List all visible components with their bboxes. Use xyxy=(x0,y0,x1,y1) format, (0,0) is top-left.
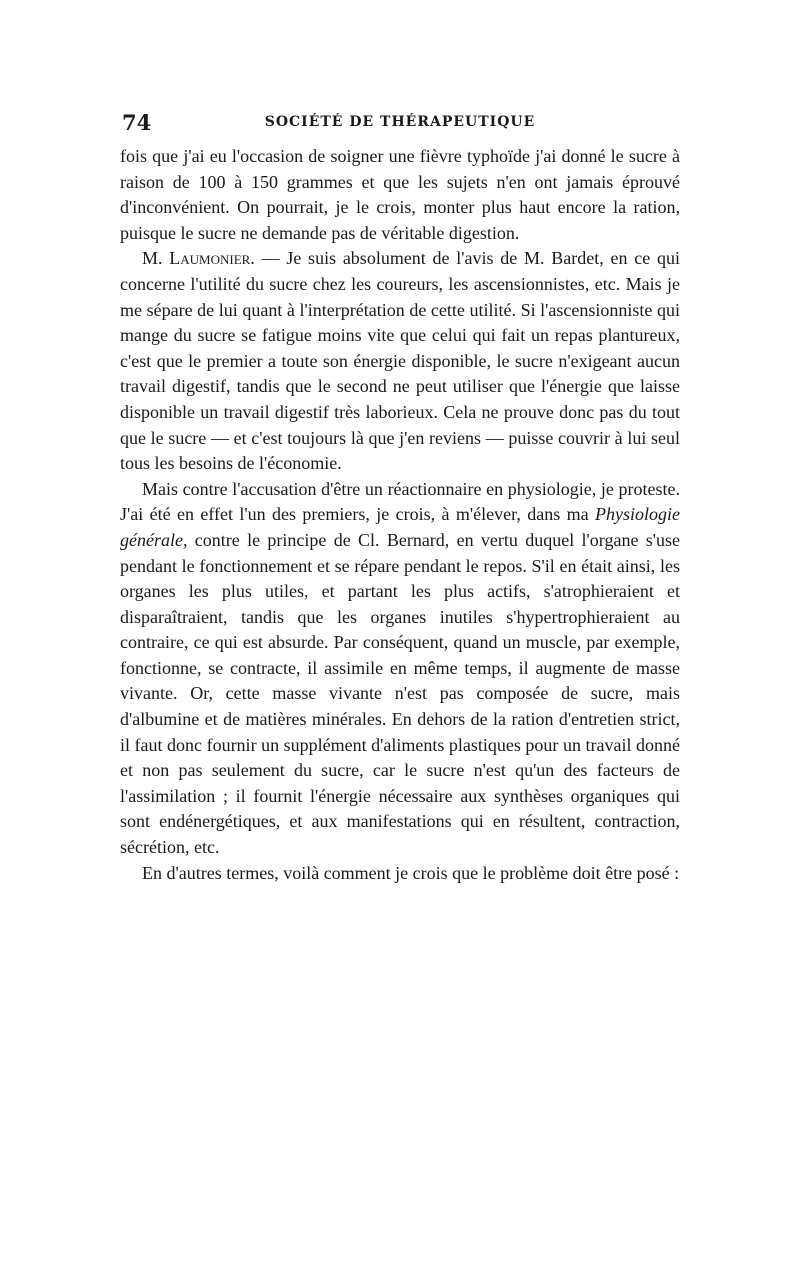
book-title-reference: Physiologie générale, xyxy=(120,504,680,550)
paragraph-2-text: — Je suis absolument de l'avis de M. Bardet, en ce qui concerne l'utilité du sucre chez les coureurs, les ascensionnistes, etc. Mais je me sépare de lui quant à l'interprétation de cette utilité. Si l'ascensionniste qui mange du sucre se fatigue moins vite que celui qui fait un repas plantureux, c'est que le premier a toute son énergie disponible, le sucre n'exigeant aucun travail digestif, tandis que le second ne peut utiliser que l'énergie que laisse disponible un travail digestif très laborieux. Cela ne prouve donc pas du tout que le sucre — et c'est toujours là que j'en reviens — puisse couvrir à lui seul tous les besoins de l'économie. xyxy=(120,248,680,474)
page-number: 74 xyxy=(122,110,152,135)
speaker-name: M. Laumonier. xyxy=(142,248,255,269)
paragraph-4: En d'autres termes, voilà comment je crois que le problème doit être posé : xyxy=(142,862,680,883)
paragraph-3-text-after: contre le principe de Cl. Bernard, en vertu duquel l'organe s'use pendant le fonctionnement et se répare pendant le repos. S'il en était ainsi, les organes les plus utiles, et partant les plus actifs, s'atrophieraient et disparaîtraient, tandis que les organes inutiles s'hypertrophieraient au contraire, ce qui est absurde. Par conséquent, quand un muscle, par exemple, fonctionne, se contracte, il assimile en même temps, il augmente de masse vivante. Or, cette masse vivante n'est pas composée de sucre, mais d'albumine et de matières minérales. En dehors de la ration d'entretien strict, il faut donc fournir un supplément d'aliments plastiques pour un travail donné et non pas seulement du sucre, car le sucre n'est qu'un des facteurs de l'assimilation ; il fournit l'énergie nécessaire aux synthèses organiques qui sont endénergétiques, et aux manifestations qui en résultent, contraction, sécrétion, etc. xyxy=(120,529,680,858)
paragraph-3-text-before: Mais contre l'accusation d'être un réactionnaire en physiologie, je proteste. J'ai été en effet l'un des premiers, je crois, à m'élever, dans ma xyxy=(120,478,680,525)
paragraph-3 xyxy=(120,477,680,861)
body-text xyxy=(120,144,680,886)
running-header xyxy=(120,110,680,144)
paragraph-1: fois que j'ai eu l'occasion de soigner une fièvre typhoïde j'ai donné le sucre à raison de 100 à 150 grammes et que les sujets n'en ont jamais éprouvé d'inconvénient. On pourrait, je le crois, monter plus haut encore la ration, puisque le sucre ne demande pas de véritable digestion. xyxy=(120,146,680,243)
paragraph-2 xyxy=(120,246,680,476)
book-page xyxy=(120,110,680,886)
journal-title: SOCIÉTÉ DE THÉRAPEUTIQUE xyxy=(264,114,536,130)
